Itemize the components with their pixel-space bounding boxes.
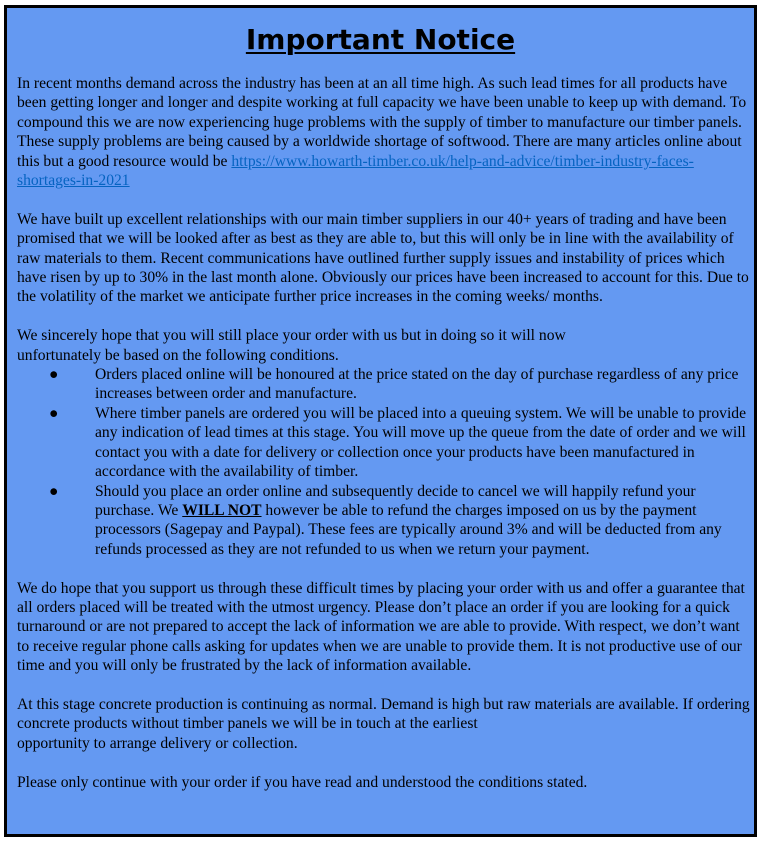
bullet-icon: ● [49, 482, 59, 500]
condition-refund-text-start: Should you place an order online and subsequently decide to cancel we will happily refund your purchase. We [95, 482, 696, 519]
paragraph-concrete [17, 695, 753, 753]
condition-refund-text-end: however be able to refund the charges imposed on us by the payment processors (Sagepay and Paypal). These fees are typically around 3% and will be deducted from any refunds processed as they are not refunded to us when we return your payment. [95, 501, 722, 558]
bullet-icon: ● [49, 404, 59, 422]
conditions-intro-line-2: unfortunately be based on the following conditions. [17, 346, 339, 364]
paragraph-continue: Please only continue with your order if you have read and understood the conditions stated. [17, 773, 588, 791]
notice-title: Important Notice [245, 23, 516, 56]
conditions-intro-line-1: We sincerely hope that you will still place your order with us but in doing so it will now [17, 327, 566, 345]
paragraph-support: We do hope that you support us through these difficult times by placing your order with us and offer a guarantee that all orders placed will be treated with the utmost urgency. Please don’t place an order if you are looking for a quick turnaround or are not prepared to accept the lack of information we are able to provide. With respect, we don’t want to receive regular phone calls asking for updates when we are unable to provide them. It is not productive use of our time and you will only be frustrated by the lack of information available. [17, 579, 745, 675]
condition-pricing [17, 365, 753, 404]
bullet-icon: ● [49, 366, 59, 384]
paragraph-demand [17, 74, 753, 190]
paragraph-suppliers: We have built up excellent relationships with our main timber suppliers in our 40+ years of trading and have been promised that we will be looked after as best as they are able to, but this will only be in line with the availability of raw materials to them. Recent communications have outlined further supply issues and instability of prices which have risen by up to 30% in the last month alone. Obviously our prices have been increased to account for this. Due to the volatility of the market we anticipate further price increases in the coming weeks/ months. [17, 210, 749, 306]
paragraph-conditions-intro [17, 326, 753, 365]
paragraph-demand-text: In recent months demand across the industry has been at an all time high. As such lead times for all products have been getting longer and longer and despite working at full capacity we have been unable to keep up with demand. To compound this we are now experiencing huge problems with the supply of timber to manufacture our timber panels. These supply problems are being caused by a worldwide shortage of softwood. There are many articles online about this but a good resource would be [17, 75, 747, 170]
condition-queue [17, 404, 753, 482]
howarth-timber-link[interactable]: https://www.howarth-timber.co.uk/help-and-advice/timber-industry-faces-shortages-in-2021 [17, 152, 694, 190]
notice-body [17, 74, 753, 792]
will-not-emphasis: WILL NOT [182, 501, 262, 519]
condition-pricing-text: Orders placed online will be honoured at the price stated on the day of purchase regardless of any price increases between order and manufacture. [95, 366, 739, 403]
concrete-line-2: opportunity to arrange delivery or collection. [17, 734, 298, 752]
concrete-line-1: At this stage concrete production is continuing as normal. Demand is high but raw materials are available. If ordering concrete products without timber panels we will be in touch at the earliest [17, 695, 750, 733]
conditions-list [17, 365, 753, 559]
condition-refund [17, 482, 753, 560]
condition-queue-text: Where timber panels are ordered you will be placed into a queuing system. We will be unable to provide any indication of lead times at this stage. You will move up the queue from the date of order and we will contact you with a date for delivery or collection once your products have been manufactured in accordance with the availability of timber. [95, 404, 747, 481]
notice-box [4, 5, 757, 837]
